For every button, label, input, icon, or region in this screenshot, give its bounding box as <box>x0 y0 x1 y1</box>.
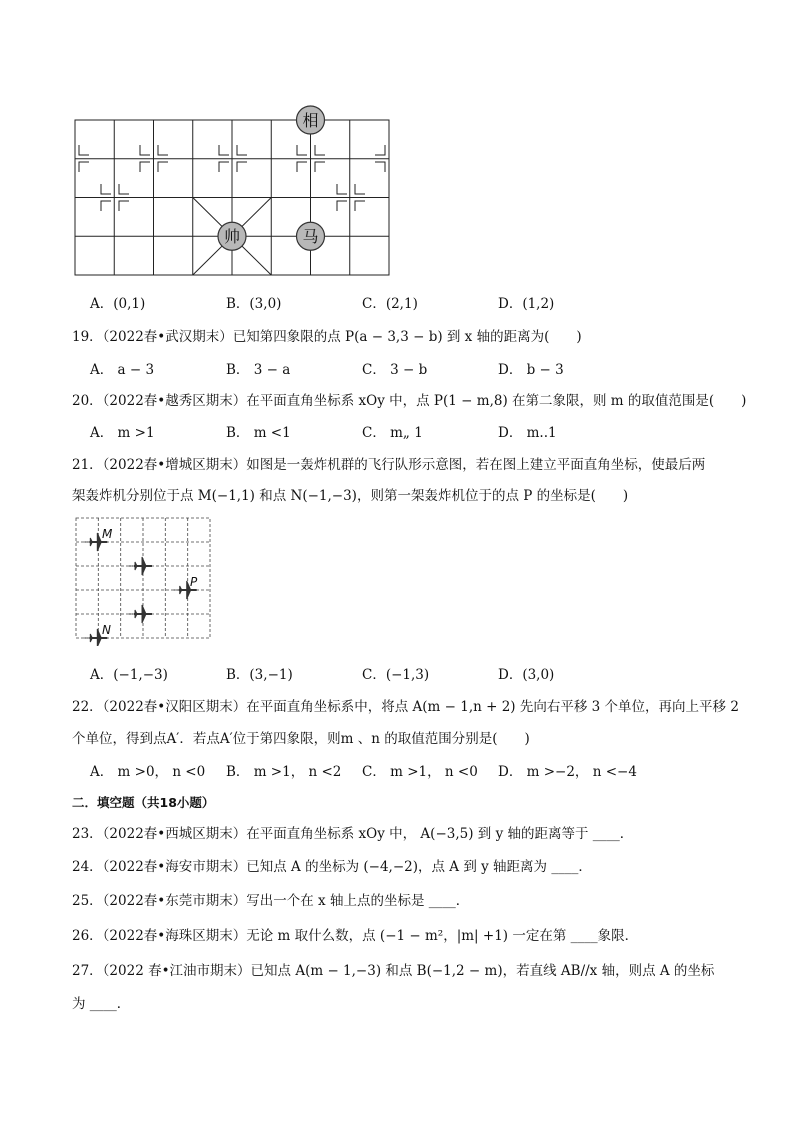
q27-stem-line1: 27．（2022 春•江油市期末）已知点 A(m − 1,−3) 和点 B(−1,2 − m)，若直线 AB//x 轴，则点 A 的坐标 <box>72 963 715 979</box>
q19-option-d[interactable]: D． b − 3 <box>498 362 564 378</box>
q22-option-d[interactable]: D． m >−2， n <−4 <box>498 764 637 780</box>
plane-4-icon <box>129 605 152 623</box>
q22-stem-line1: 22．（2022春•汉阳区期末）在平面直角坐标系中，将点 A(m − 1,n + 2) 先向右平移 3 个单位，再向上平移 2 <box>72 699 739 715</box>
piece-ma <box>297 222 325 250</box>
bomber-formation-figure <box>70 512 220 646</box>
q21-stem-line1: 21．（2022春•增城区期末）如图是一轰炸机群的飞行队形示意图，若在图上建立平面直角坐标，使最后两 <box>72 457 706 473</box>
q19-option-b[interactable]: B． 3 − a <box>226 362 291 378</box>
q21-option-b[interactable]: B．(3,−1) <box>226 667 293 683</box>
q18-option-d[interactable]: D．(1,2) <box>498 296 555 312</box>
chess-board-figure <box>60 100 405 285</box>
q20-option-a[interactable]: A． m >1 <box>90 425 155 441</box>
label-n: N <box>102 623 111 637</box>
q22-option-a[interactable]: A． m >0， n <0 <box>90 764 206 780</box>
q25-stem: 25．（2022春•东莞市期末）写出一个在 x 轴上点的坐标是 ____． <box>72 893 470 909</box>
q23-stem: 23．（2022春•西城区期末）在平面直角坐标系 xOy 中， A(−3,5) 到 y 轴的距离等于 ____． <box>72 826 634 842</box>
plane-2-icon <box>129 557 152 575</box>
q21-option-c[interactable]: C．(−1,3) <box>362 667 430 683</box>
q27-stem-line2: 为 ____． <box>72 996 131 1012</box>
q19-option-a[interactable]: A． a − 3 <box>90 362 155 378</box>
q19-stem: 19．（2022春•武汉期末）已知第四象限的点 P(a − 3,3 − b) 到 x 轴的距离为( ) <box>72 329 582 345</box>
q19-option-c[interactable]: C． 3 − b <box>362 362 428 378</box>
q18-option-c[interactable]: C．(2,1) <box>362 296 418 312</box>
q20-stem: 20．（2022春•越秀区期末）在平面直角坐标系 xOy 中，点 P(1 − m,8) 在第二象限，则 m 的取值范围是( ) <box>72 393 747 409</box>
label-p: P <box>190 575 198 589</box>
q24-stem: 24．（2022春•海安市期末）已知点 A 的坐标为 (−4,−2)，点 A 到 y 轴距离为 ____． <box>72 859 592 875</box>
piece-shuai-label: 帅 <box>223 227 241 246</box>
q18-option-b[interactable]: B．(3,0) <box>226 296 282 312</box>
section-2-title: 二．填空题（共18小题） <box>72 795 215 810</box>
piece-ma-label: 马 <box>302 227 319 246</box>
q22-stem-line2: 个单位，得到点A′．若点A′位于第四象限，则m 、n 的取值范围分别是( ) <box>72 731 530 747</box>
piece-xiang <box>297 106 325 134</box>
q22-option-c[interactable]: C． m >1， n <0 <box>362 764 478 780</box>
q20-option-d[interactable]: D． m..1 <box>498 425 557 441</box>
q21-option-a[interactable]: A．(−1,−3) <box>90 667 168 683</box>
q18-option-a[interactable]: A．(0,1) <box>90 296 146 312</box>
piece-xiang-label: 相 <box>302 111 319 130</box>
q26-stem: 26．（2022春•海珠区期末）无论 m 取什么数，点 (−1 − m²，|m| +1) 一定在第 ____象限． <box>72 928 639 944</box>
q20-option-b[interactable]: B． m <1 <box>226 425 291 441</box>
piece-shuai <box>218 222 246 250</box>
q22-option-b[interactable]: B． m >1， n <2 <box>226 764 342 780</box>
q21-stem-line2: 架轰炸机分别位于点 M(−1,1) 和点 N(−1,−3)，则第一架轰炸机位于的点 P 的坐标是( ) <box>72 488 629 504</box>
q21-option-d[interactable]: D．(3,0) <box>498 667 555 683</box>
label-m: M <box>102 527 113 541</box>
q20-option-c[interactable]: C． m„ 1 <box>362 425 423 441</box>
